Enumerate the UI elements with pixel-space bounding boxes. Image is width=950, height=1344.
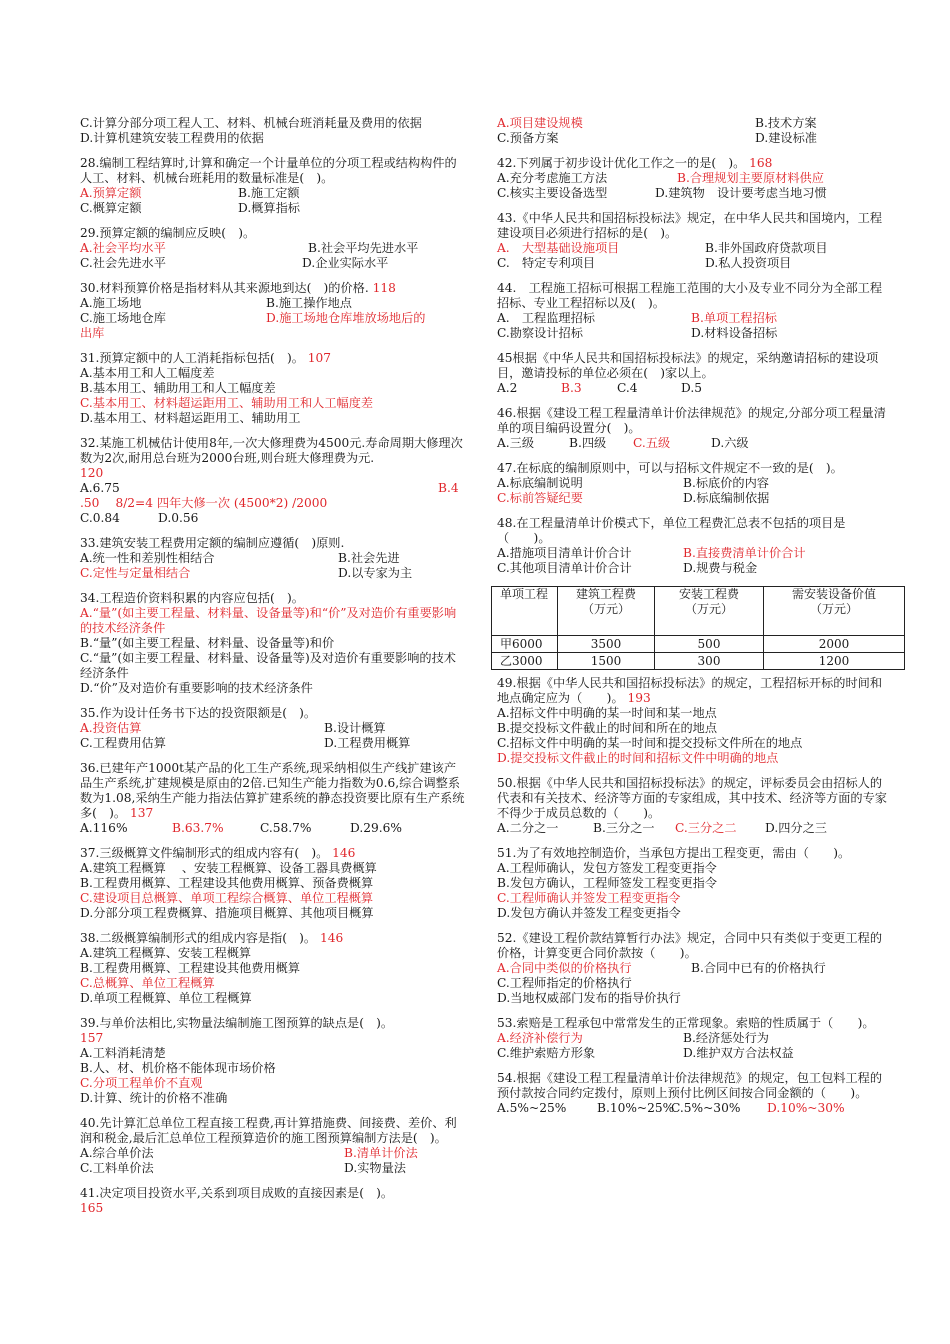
question-text [497, 891, 887, 906]
right-column-bottom [497, 676, 887, 1116]
question-text [80, 1116, 466, 1146]
text-run: C.基本用工、材料超运距用工、辅助用工和人工幅度差 [80, 396, 374, 410]
option-row [80, 256, 466, 271]
option-text: D.私人投资项目 [705, 256, 792, 270]
question-text [80, 706, 466, 721]
question-text [497, 281, 887, 311]
question-text [80, 1031, 466, 1046]
option-text: A.项目建设规模 [497, 116, 583, 130]
option-text: C.工料单价法 [80, 1161, 154, 1175]
option-row [80, 296, 466, 311]
option-row [80, 721, 466, 736]
question-text [80, 131, 466, 146]
left-column [80, 116, 466, 1226]
question-text [80, 156, 466, 186]
table-cell: 甲6000 [492, 636, 558, 653]
question-text [80, 636, 466, 651]
question-text [497, 211, 887, 241]
table-header-cell [764, 587, 905, 636]
text-run: C.分项工程单价不直观 [80, 1076, 203, 1090]
text-run: D.计算、统计的价格不准确 [80, 1091, 228, 1105]
table-cell: 2000 [764, 636, 905, 653]
option-text: B.四级 [569, 436, 607, 450]
text-run: 40.先计算汇总单位工程直接工程费,再计算措施费、间接费、差价、利润和税金,最后汇总单位工程预算造价的施工图预算编制方法是( )。 [80, 1116, 457, 1145]
option-row [497, 476, 887, 491]
table-cell: 1200 [764, 653, 905, 670]
question-text [80, 436, 466, 466]
option-row [497, 436, 887, 451]
option-row [497, 546, 887, 561]
option-text: C.维护索赔方形象 [497, 1046, 596, 1060]
option-row [80, 1161, 466, 1176]
option-text: D.材料设备招标 [691, 326, 778, 340]
option-text: D.29.6% [350, 821, 402, 835]
option-text: D.概算指标 [238, 201, 300, 215]
text-run: C.工程师确认并签发工程变更指令 [497, 891, 681, 905]
text-run: D.单项工程概算、单位工程概算 [80, 991, 252, 1005]
question-block [80, 156, 466, 216]
question-text [80, 991, 466, 1006]
question-text [80, 681, 466, 696]
option-text: A. 工程监理招标 [497, 311, 595, 325]
question-text [497, 516, 887, 546]
question-text [80, 411, 466, 426]
option-text: B.经济惩处行为 [683, 1031, 769, 1045]
option-text: C.施工场地仓库 [80, 311, 166, 325]
question-block [497, 676, 887, 766]
question-text [497, 676, 887, 706]
option-text: A.经济补偿行为 [497, 1031, 583, 1045]
header-text: 需安装设备价值 （万元） [791, 587, 876, 616]
question-block [80, 846, 466, 921]
option-text: D.0.56 [158, 511, 199, 525]
question-text [80, 876, 466, 891]
question-text [80, 366, 466, 381]
text-run: D.提交投标文件截止的时间和招标文件中明确的地点 [497, 751, 779, 765]
table-cell: 乙3000 [492, 653, 558, 670]
option-row [80, 566, 466, 581]
question-text [80, 381, 466, 396]
text-run: .50 8/2=4 四年大修一次 (4500*2) /2000 [80, 496, 328, 510]
table-cell: 500 [655, 636, 764, 653]
option-text: D.规费与税金 [683, 561, 758, 575]
text-run: A.建筑工程概算 、安装工程概算、设备工器具费概算 [80, 861, 377, 875]
text-run: 41.决定项目投资水平,关系到项目成败的直接因素是( )。 [80, 1186, 394, 1200]
option-row [497, 1046, 887, 1061]
option-text: A.统一性和差别性相结合 [80, 551, 215, 565]
option-row [497, 326, 887, 341]
option-text: D.建设标准 [755, 131, 817, 145]
question-block [497, 1016, 887, 1061]
question-block [80, 226, 466, 271]
page-ref: 168 [749, 156, 773, 170]
question-block [497, 846, 887, 921]
text-run: B.提交投标文件截止的时间和所在的地点 [497, 721, 718, 735]
question-text [80, 846, 466, 861]
table-header-cell [558, 587, 655, 636]
text-run: 29.预算定额的编制应反映( )。 [80, 226, 256, 240]
option-text: A.标底编制说明 [497, 476, 583, 490]
question-block [80, 1016, 466, 1106]
option-text: B.技术方案 [755, 116, 817, 130]
question-block [80, 706, 466, 751]
question-text [497, 991, 887, 1006]
header-text: 建筑工程费 （万元） [575, 587, 636, 616]
option-text: A.5%~25% [497, 1101, 567, 1115]
text-run: 49.根据《中华人民共和国招标投标法》的规定，工程招标开标的时间和地点确定应为（ )。 [497, 676, 883, 705]
option-text: A.合同中类似的价格执行 [497, 961, 632, 975]
page-ref: 146 [332, 846, 356, 860]
text-run: C.建设项目总概算、单项工程综合概算、单位工程概算 [80, 891, 374, 905]
text-run: A.基本用工和人工幅度差 [80, 366, 215, 380]
option-text: A. 大型基础设施项目 [497, 241, 620, 255]
option-text: C.勘察设计招标 [497, 326, 583, 340]
text-run: 48.在工程量清单计价模式下，单位工程费汇总表不包括的项目是（ )。 [497, 516, 846, 545]
option-text: B.社会先进 [338, 551, 400, 565]
text-run: D.发包方确认并签发工程变更指令 [497, 906, 681, 920]
option-text: C. 特定专利项目 [497, 256, 596, 270]
option-row [80, 551, 466, 566]
text-run: 157 [80, 1031, 104, 1045]
text-run: 32.某施工机械估计使用8年,一次大修理费为4500元.寿命周期大修理次数为2次,耐用总台班为2000台班,则台班大修理费为元. [80, 436, 463, 465]
question-block [497, 776, 887, 836]
option-row [80, 1146, 466, 1161]
question-text [80, 116, 466, 131]
option-text: C.预备方案 [497, 131, 559, 145]
text-run: B.“量”(如主要工程量、材料量、设备量等)和价 [80, 636, 335, 650]
option-text: C.标前答疑纪要 [497, 491, 583, 505]
text-run: 50.根据《中华人民共和国招标投标法》的规定，评标委员会由招标人的代表和有关技术、经济等方面的专家组成，其中技术、经济等方面的专家不得少于成员总数的（ )。 [497, 776, 887, 820]
option-text: C.58.7% [260, 821, 312, 835]
option-text: A.综合单价法 [80, 1146, 154, 1160]
question-block [80, 351, 466, 426]
option-text: C.定性与定量相结合 [80, 566, 191, 580]
option-row [80, 511, 466, 526]
option-text: A.投资估算 [80, 721, 142, 735]
option-row [497, 381, 887, 396]
table-cell: 1500 [558, 653, 655, 670]
option-text: D.六级 [711, 436, 749, 450]
option-text: A.预算定额 [80, 186, 142, 200]
option-text: D.建筑物 设计要考虑当地习惯 [655, 186, 827, 200]
question-block [80, 436, 466, 526]
option-row [497, 311, 887, 326]
page-ref: 137 [129, 806, 154, 820]
right-column-top [497, 116, 887, 576]
question-block [497, 116, 887, 146]
question-block [80, 591, 466, 696]
text-run: C.招标文件中明确的某一时间和提交投标文件所在的地点 [497, 736, 803, 750]
option-row [497, 131, 887, 146]
text-run: B.基本用工、辅助用工和人工幅度差 [80, 381, 276, 395]
question-block [497, 406, 887, 451]
question-text [80, 946, 466, 961]
text-run: D.基本用工、材料超运距用工、辅助用工 [80, 411, 301, 425]
question-text [80, 1046, 466, 1061]
question-text [80, 906, 466, 921]
question-text [80, 761, 466, 821]
text-run: C.“量”(如主要工程量、材料量、设备量等)及对造价有重要影响的技术经济条件 [80, 651, 456, 680]
text-run: A.建筑工程概算、安装工程概算 [80, 946, 252, 960]
text-run: 30.材料预算价格是指材料从其来源地到达( )的价格. [80, 281, 369, 295]
text-run: B.发包方确认，工程师签发工程变更指令 [497, 876, 718, 890]
table-header-row [492, 587, 905, 636]
question-block [80, 761, 466, 836]
text-run: A.招标文件中明确的某一时间和某一地点 [497, 706, 717, 720]
question-text [80, 591, 466, 606]
option-text: D.实物量法 [344, 1161, 406, 1175]
option-text: B.4 [438, 481, 459, 495]
table-cell: 300 [655, 653, 764, 670]
text-run: 37.三级概算文件编制形式的组成内容有( )。 [80, 846, 329, 860]
option-text: B.社会平均先进水平 [308, 241, 419, 255]
question-text [497, 736, 887, 751]
question-block [497, 281, 887, 341]
text-run: 165 [80, 1201, 104, 1215]
option-text: A.充分考虑施工方法 [497, 171, 608, 185]
question-text [80, 226, 466, 241]
option-text: B.标底价的内容 [683, 476, 769, 490]
question-text [80, 1016, 466, 1031]
text-run: C.计算分部分项工程人工、材料、机械台班消耗量及费用的依据 [80, 116, 422, 130]
option-text: A.二分之一 [497, 821, 559, 835]
option-row [80, 201, 466, 216]
question-text [80, 1061, 466, 1076]
text-run: 42.下列属于初步设计优化工作之一的是( )。 [497, 156, 746, 170]
text-run: 28.编制工程结算时,计算和确定一个计量单位的分项工程或结构构件的人工、材料、机械台班耗用的数量标准是( )。 [80, 156, 457, 185]
option-text: A.施工场地 [80, 296, 142, 310]
table-header-cell: 单项工程 [492, 587, 558, 636]
question-text [497, 1016, 887, 1031]
option-text: B.63.7% [172, 821, 224, 835]
table-row [492, 653, 905, 670]
option-row [497, 116, 887, 131]
text-run: C.工程师指定的价格执行 [497, 976, 632, 990]
text-run: 51.为了有效地控制造价，当承包方提出工程变更，需由（ )。 [497, 846, 851, 860]
text-run: 34.工程造价资料积累的内容应包括( )。 [80, 591, 304, 605]
option-text: B.清单计价法 [344, 1146, 418, 1160]
option-row [497, 241, 887, 256]
option-row [80, 821, 466, 836]
question-text [80, 931, 466, 946]
option-text: C.概算定额 [80, 201, 142, 215]
option-row [497, 1031, 887, 1046]
text-run: A.工料消耗清楚 [80, 1046, 166, 1060]
question-text [80, 861, 466, 876]
text-run: 47.在标底的编制原则中，可以与招标文件规定不一致的是( )。 [497, 461, 843, 475]
text-run: D.分部分项工程费概算、措施项目概算、其他项目概算 [80, 906, 374, 920]
option-row [80, 466, 466, 481]
page-ref: 193 [627, 691, 651, 705]
option-text: C.5%~30% [671, 1101, 741, 1115]
table-header-cell [655, 587, 764, 636]
text-run: 33.建筑安装工程费用定额的编制应遵循( )原则. [80, 536, 345, 550]
option-row [497, 491, 887, 506]
page-ref: 146 [319, 931, 344, 945]
option-text: D.四分之三 [765, 821, 827, 835]
text-run: 54.根据《建设工程工程量清单计价法律规范》的规定，包工包料工程的预付款按合同约定拨付，原则上预付比例区间按合同金额的（ )。 [497, 1071, 883, 1100]
option-row [80, 311, 466, 326]
option-row [80, 736, 466, 751]
option-text: A.116% [80, 821, 128, 835]
header-text: 安装工程费 （万元） [678, 587, 739, 616]
question-text [497, 776, 887, 821]
option-text: D.以专家为主 [338, 566, 413, 580]
question-text [80, 1076, 466, 1091]
option-text: B.施工定额 [238, 186, 300, 200]
question-text [497, 461, 887, 476]
cost-table [491, 586, 905, 670]
text-run: B.工程费用概算、工程建设其他费用概算、预备费概算 [80, 876, 374, 890]
text-run: A.“量”(如主要工程量、材料量、设备量等)和“价”及对造价有重要影响的技术经济条件 [80, 606, 457, 635]
option-text: C.五级 [633, 436, 671, 450]
text-run: 52.《建设工程价款结算暂行办法》规定，合同中只有类似于变更工程的价格，计算变更合同价款按（ )。 [497, 931, 883, 960]
question-text [497, 861, 887, 876]
question-text [497, 931, 887, 961]
question-text [80, 651, 466, 681]
option-text: D.工程费用概算 [324, 736, 411, 750]
option-text: A.2 [497, 381, 518, 395]
option-text: A.三级 [497, 436, 535, 450]
question-block [497, 1071, 887, 1116]
option-text: B.三分之一 [593, 821, 655, 835]
text-run: 35.作为设计任务书下达的投资限额是( )。 [80, 706, 317, 720]
text-run: 31.预算定额中的人工消耗指标包括( )。 [80, 351, 304, 365]
question-block [80, 116, 466, 146]
text-run: D.当地权威部门发布的指导价执行 [497, 991, 681, 1005]
question-text [497, 1071, 887, 1101]
option-text: B.设计概算 [324, 721, 386, 735]
text-run: 53.索赔是工程承包中常常发生的正常现象。索赔的性质属于（ )。 [497, 1016, 875, 1030]
question-block [497, 931, 887, 1006]
option-row [80, 481, 466, 496]
text-run: D.“价”及对造价有重要影响的技术经济条件 [80, 681, 313, 695]
option-text: C.三分之二 [675, 821, 737, 835]
question-block [80, 281, 466, 341]
option-text: C.4 [617, 381, 638, 395]
question-text [497, 876, 887, 891]
option-row [80, 186, 466, 201]
question-text [80, 496, 466, 511]
text-run: A.工程师确认，发包方签发工程变更指令 [497, 861, 717, 875]
option-text: C.社会先进水平 [80, 256, 166, 270]
option-row [80, 241, 466, 256]
question-text [80, 281, 466, 296]
text-run: 43.《中华人民共和国招标投标法》规定，在中华人民共和国境内，工程建设项目必须进行招标的是( )。 [497, 211, 883, 240]
option-row [497, 561, 887, 576]
question-text [497, 721, 887, 736]
question-block [497, 516, 887, 576]
option-text: C.0.84 [80, 511, 120, 525]
option-text: D.施工场地仓库堆放场地后的 [266, 311, 426, 325]
question-block [497, 156, 887, 201]
page-ref: 118 [372, 281, 396, 295]
option-text: 120 [80, 466, 104, 480]
text-run: 36.已建年产1000t某产品的化工生产系统,现采纳相似生产线扩建该产品生产系统,扩建规模是原由的2倍.已知生产能力指数为0.6,综合调整系数为1.08,采纳生产能力指法估算扩建系统的静态投资要比原有生产系统多( )。 [80, 761, 465, 820]
option-row [497, 1101, 887, 1116]
option-text: B.3 [561, 381, 582, 395]
text-run: 出库 [80, 326, 105, 340]
text-run: 38.二级概算编制形式的组成内容是指( )。 [80, 931, 317, 945]
question-text [497, 906, 887, 921]
option-text: B.直接费清单计价合计 [683, 546, 806, 560]
option-row [497, 961, 887, 976]
option-row [497, 171, 887, 186]
option-text: C.其他项目清单计价合计 [497, 561, 632, 575]
option-text: D.标底编制依据 [683, 491, 770, 505]
option-text: B.合理规划主要原材料供应 [677, 171, 824, 185]
option-text: B.合同中已有的价格执行 [691, 961, 826, 975]
option-text: D.维护双方合法权益 [683, 1046, 794, 1060]
text-run: B.人、材、机价格不能体现市场价格 [80, 1061, 276, 1075]
question-text [497, 351, 887, 381]
option-text: C.核实主要设备选型 [497, 186, 608, 200]
question-text [497, 846, 887, 861]
question-text [80, 961, 466, 976]
page-ref: 107 [307, 351, 332, 365]
question-text [80, 396, 466, 411]
question-text [497, 156, 887, 171]
question-text [80, 891, 466, 906]
question-text [80, 536, 466, 551]
question-block [80, 1116, 466, 1176]
text-run: 45根据《中华人民共和国招标投标法》的规定，采纳邀请招标的建设项目，邀请投标的单位必须在( )家以上。 [497, 351, 879, 380]
option-text: B.非外国政府贷款项目 [705, 241, 828, 255]
question-text [497, 706, 887, 721]
text-run: 39.与单价法相比,实物量法编制施工图预算的缺点是( )。 [80, 1016, 394, 1030]
option-text: D.企业实际水平 [302, 256, 389, 270]
question-block [80, 931, 466, 1006]
question-block [80, 536, 466, 581]
option-text: B.施工操作地点 [266, 296, 352, 310]
question-text [497, 406, 887, 436]
question-text [80, 1186, 466, 1201]
question-text [80, 326, 466, 341]
option-row [497, 256, 887, 271]
option-text: A.6.75 [80, 481, 120, 495]
question-text [497, 751, 887, 766]
option-text: D.5 [681, 381, 702, 395]
question-block [497, 211, 887, 271]
table-row [492, 636, 905, 653]
question-block [80, 1186, 466, 1216]
option-text: A.措施项目清单计价合计 [497, 546, 632, 560]
text-run: B.工程费用概算、工程建设其他费用概算 [80, 961, 301, 975]
option-text: C.工程费用估算 [80, 736, 166, 750]
question-text [80, 1201, 466, 1216]
option-text: B.10%~25% [597, 1101, 675, 1115]
table-cell: 3500 [558, 636, 655, 653]
option-row [497, 186, 887, 201]
question-text [80, 351, 466, 366]
question-text [80, 1091, 466, 1106]
question-block [497, 351, 887, 396]
option-row [497, 821, 887, 836]
text-run: 44. 工程施工招标可根据工程施工范围的大小及专业不同分为全部工程招标、专业工程招标以及( )。 [497, 281, 883, 310]
option-text: D.10%~30% [767, 1101, 845, 1115]
right-column [497, 116, 887, 1126]
option-text: B.单项工程招标 [691, 311, 777, 325]
option-text: A.社会平均水平 [80, 241, 166, 255]
text-run: D.计算机建筑安装工程费用的依据 [80, 131, 264, 145]
question-text [497, 976, 887, 991]
text-run: 46.根据《建设工程工程量清单计价法律规范》的规定,分部分项工程量清单的项目编码设置分( )。 [497, 406, 886, 435]
question-block [497, 461, 887, 506]
question-text [80, 976, 466, 991]
text-run: C.总概算、单位工程概算 [80, 976, 215, 990]
question-text [80, 606, 466, 636]
